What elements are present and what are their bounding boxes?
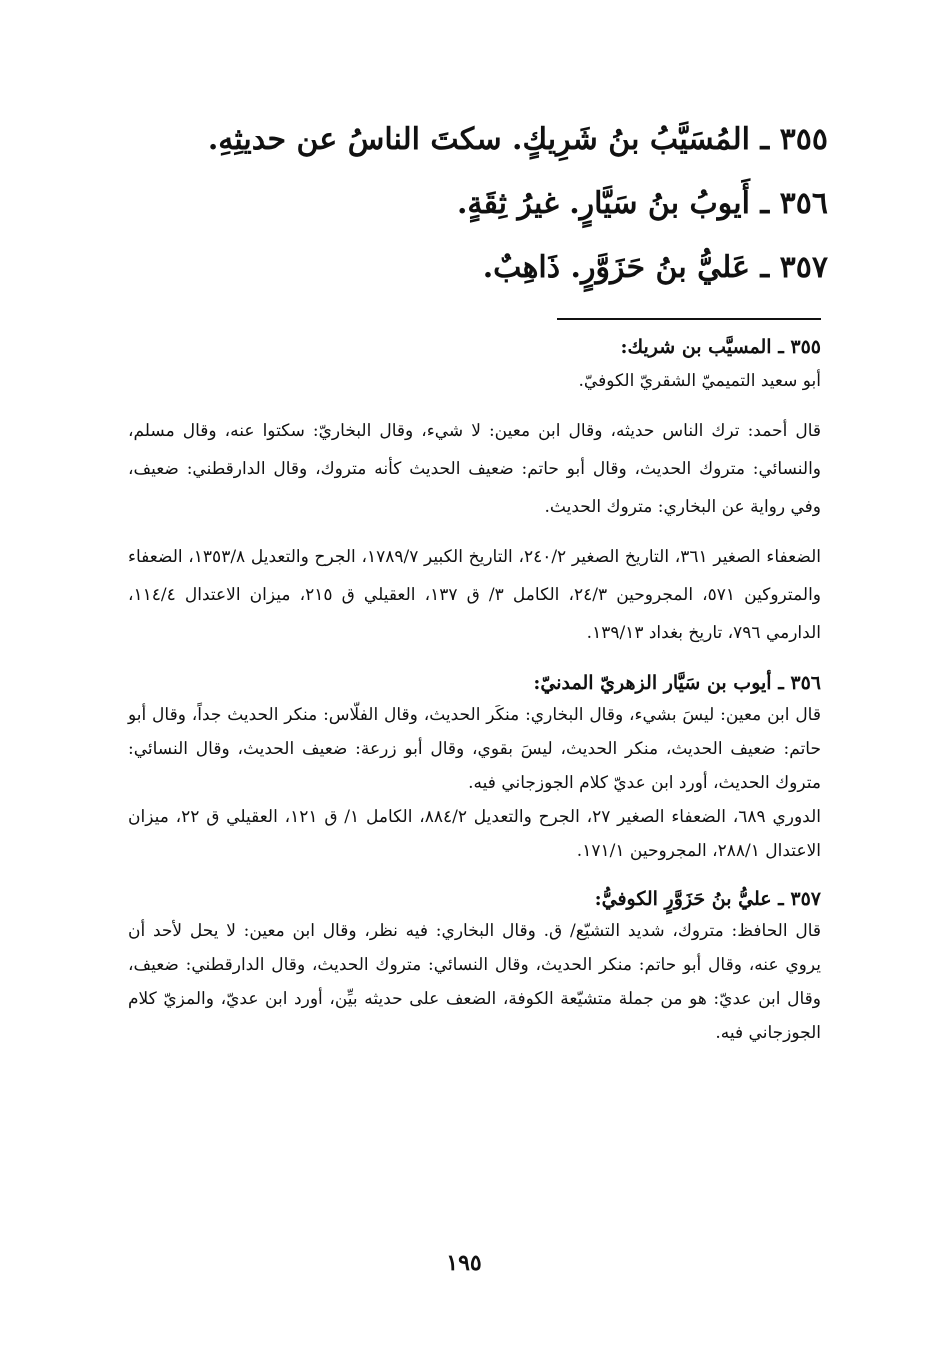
footnote-heading: ٣٥٧ ـ عليُّ بنُ حَزَوَّرٍ الكوفيُّ:: [594, 888, 821, 910]
footnote-355: [128, 332, 821, 652]
footnote-divider: [557, 318, 821, 320]
footnote-heading: ٣٥٥ ـ المسيَّب بن شريك:: [620, 336, 821, 358]
footnote-lineage: أبو سعيد التميميّ الشقريّ الكوفيّ.: [578, 371, 821, 391]
footnote-356: [128, 668, 821, 868]
page-number: ١٩٥: [446, 1250, 482, 1276]
footnote-sources: الضعفاء الصغير ٣٦١، التاريخ الصغير ٢٤٠/٢، التاريخ الكبير ١٧٨٩/٧، الجرح والتعديل ١٣٥٣/٨، الضعفاء والمتروكين ٥٧١، المجروحين ٢٤/٣، الكامل ٣/ ق ١٣٧، العقيلي ق ٢١٥، ميزان الاعتدال ١١٤/٤، الدارمي ٧٩٦، تاريخ بغداد ١٣٩/١٣.: [128, 547, 822, 643]
footnote-357: [128, 884, 821, 1050]
main-text: [207, 108, 828, 300]
main-entry-356: ٣٥٦ ـ أَيوبُ بنُ سَيَّارٍ. غيرُ ثِقَةٍ.: [456, 186, 828, 221]
footnote-opinions: قال ابن معين: ليسَ بشيء، وقال البخاري: منكَر الحديث، وقال الفلّاس: منكر الحديث جداً، وقال أبو حاتم: ضعيف الحديث، منكر الحديث، ليسَ بقوي، وقال أبو زرعة: ضعيف الحديث، وقال النسائي: متروك الحديث، أورد ابن عديّ كلام الجوزجاني فيه.: [128, 705, 821, 793]
footnote-sources: الدوري ٦٨٩، الضعفاء الصغير ٢٧، الجرح والتعديل ٨٨٤/٢، الكامل ١/ ق ١٢١، العقيلي ق ٢٢، ميزان الاعتدال ٢٨٨/١، المجروحين ١٧١/١.: [128, 807, 821, 861]
footnote-heading: ٣٥٦ ـ أيوب بن سَيَّار الزهريّ المدنيّ:: [533, 672, 821, 694]
footnote-opinions: قال الحافظ: متروك، شديد التشيّع/ ق. وقال البخاري: فيه نظر، وقال ابن معين: لا يحل لأحد أن يروي عنه، وقال أبو حاتم: منكر الحديث، وقال النسائي: متروك الحديث، وقال الدارقطني: ضعيف، وقال ابن عديّ: هو من جملة متشيّعة الكوفة، الضعف على حديثه بيِّن، أورد ابن عديّ، والمزيّ كلام الجوزجاني فيه.: [128, 921, 821, 1043]
footnotes: [128, 332, 821, 1050]
footnote-opinions: قال أحمد: ترك الناس حديثه، وقال ابن معين: لا شيء، وقال البخاريّ: سكتوا عنه، وقال مسلم، والنسائي: متروك الحديث، وقال أبو حاتم: ضعيف الحديث كأنه متروك، وقال الدارقطني: ضعيف، وفي رواية عن البخاري: متروك الحديث.: [128, 421, 821, 517]
main-entry-355: ٣٥٥ ـ المُسَيَّبُ بنُ شَرِيكٍ. سكتَ الناسُ عن حديثِهِ.: [207, 122, 828, 157]
main-entry-357: ٣٥٧ ـ عَليُّ بنُ حَزَوَّرٍ. ذَاهِبٌ.: [482, 250, 828, 285]
